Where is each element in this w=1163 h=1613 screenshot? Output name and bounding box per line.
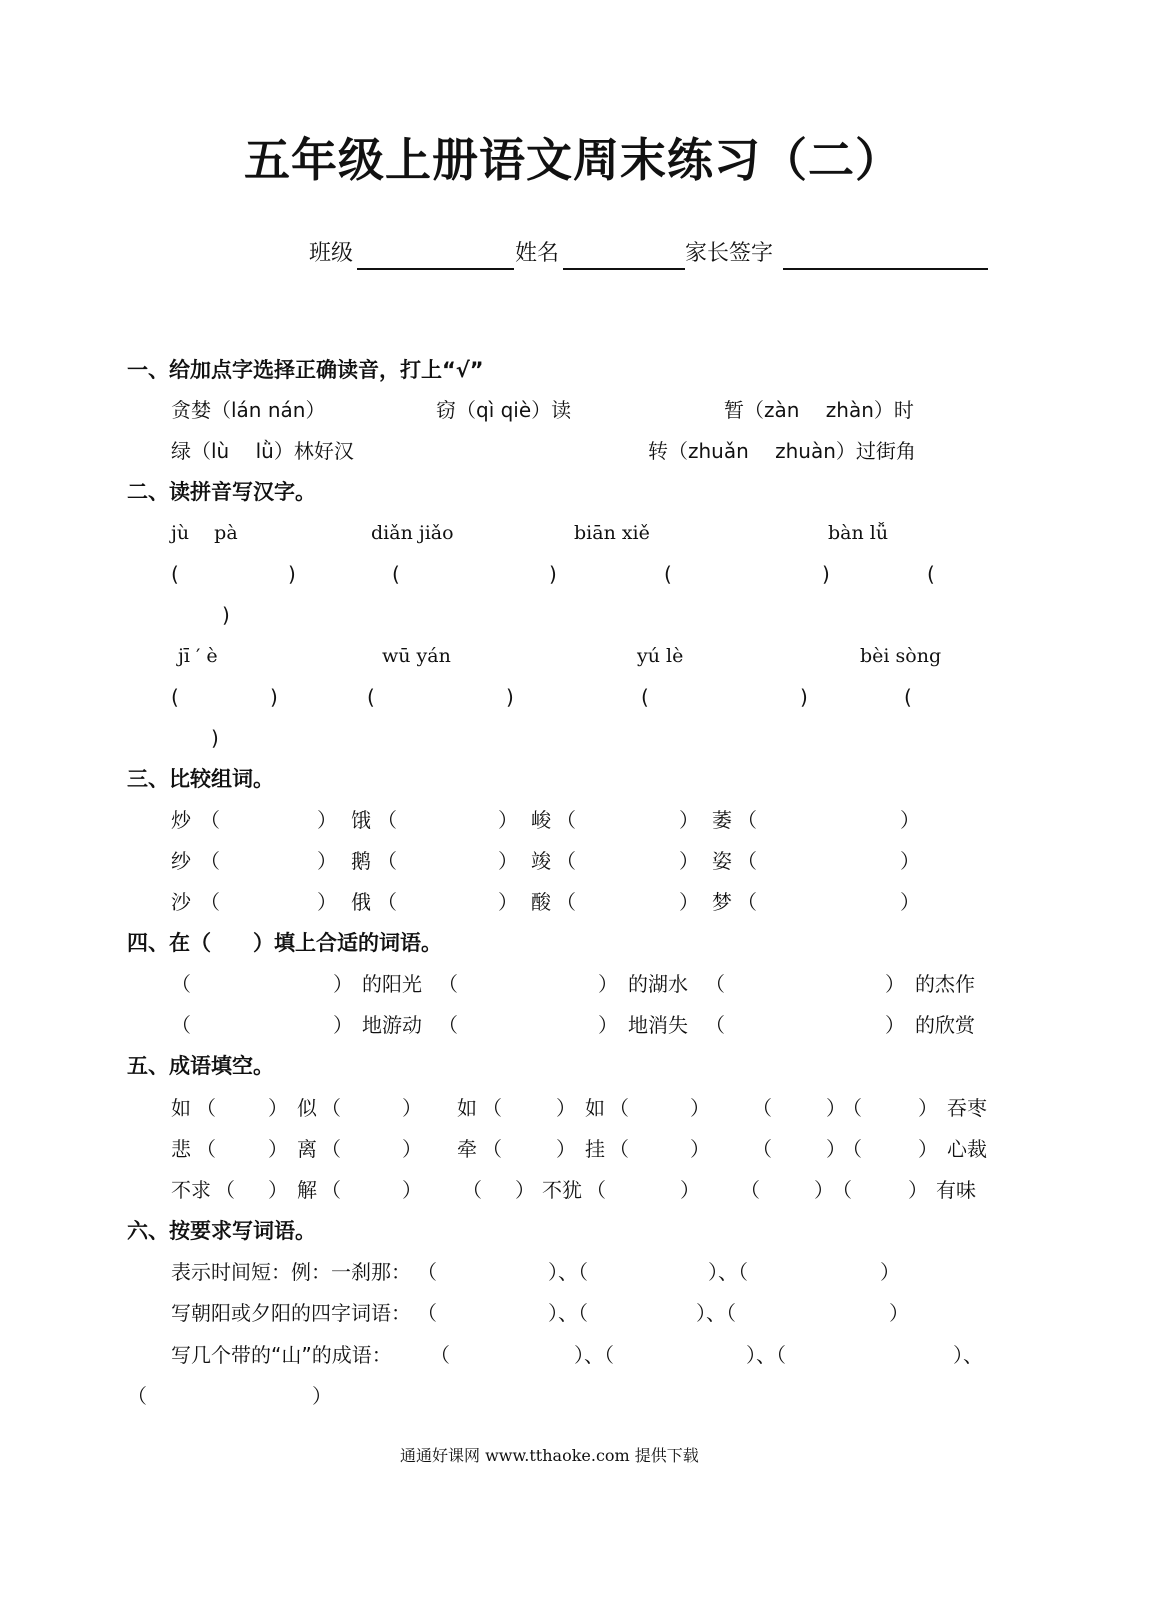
question-label: 写几个带的“山”的成语： — [171, 1343, 392, 1367]
answer-paren[interactable]: ） — [317, 849, 337, 873]
answer-paren[interactable]: （ — [842, 1137, 862, 1161]
answer-paren[interactable]: ） — [900, 849, 920, 873]
answer-paren[interactable]: ） — [402, 1137, 422, 1161]
answer-paren[interactable]: （ — [752, 1137, 772, 1161]
compare-char: 萎 — [712, 808, 732, 832]
answer-paren[interactable]: ) — [270, 685, 278, 709]
answer-paren[interactable]: ） — [402, 1178, 422, 1202]
answer-paren[interactable]: （ — [482, 1096, 502, 1120]
idiom-char: 心裁 — [947, 1137, 987, 1161]
answer-paren[interactable]: ) — [506, 685, 514, 709]
answer-paren[interactable]: ） — [918, 1096, 938, 1120]
answer-paren[interactable]: （ — [737, 890, 757, 914]
answer-paren[interactable]: ）、 — [953, 1343, 983, 1367]
answer-paren[interactable]: （ — [377, 849, 397, 873]
answer-paren[interactable]: ） — [885, 972, 905, 996]
pinyin-item: biān xiě — [574, 522, 650, 544]
answer-paren[interactable]: ） — [918, 1137, 938, 1161]
fill-suffix: 地游动 — [362, 1013, 422, 1037]
answer-paren[interactable]: ） — [498, 808, 518, 832]
answer-paren[interactable]: （ — [200, 890, 220, 914]
s1-item[interactable]: 绿（lù lǜ）林好汉 — [171, 439, 354, 463]
answer-paren[interactable]: （ — [127, 1384, 147, 1408]
name-label: 姓名 — [515, 241, 560, 266]
s1-item[interactable]: 窃（qì qiè）读 — [436, 398, 572, 422]
compare-char: 俄 — [351, 890, 371, 914]
answer-paren[interactable]: （ — [200, 808, 220, 832]
answer-paren[interactable]: ） — [268, 1178, 288, 1202]
answer-paren[interactable]: （ — [171, 972, 191, 996]
answer-paren[interactable]: ）、（ — [696, 1301, 736, 1325]
idiom-char: 似 — [297, 1096, 317, 1120]
answer-paren[interactable]: （ — [556, 849, 576, 873]
answer-paren[interactable]: ） — [679, 808, 699, 832]
answer-paren[interactable]: ） — [317, 808, 337, 832]
section-4-heading: 四、在（ ）填上合适的词语。 — [127, 931, 442, 955]
answer-paren[interactable]: ） — [679, 849, 699, 873]
pinyin-item: jù pà — [171, 522, 238, 544]
answer-paren[interactable]: ） — [556, 1137, 576, 1161]
answer-paren[interactable]: ） — [556, 1096, 576, 1120]
answer-paren[interactable]: ) — [822, 562, 830, 586]
name-field[interactable] — [563, 268, 685, 270]
answer-paren[interactable]: ） — [826, 1096, 846, 1120]
question-label: 表示时间短：例：一刹那： — [171, 1260, 411, 1284]
answer-paren[interactable]: ( — [392, 562, 400, 586]
answer-paren[interactable]: ( — [171, 562, 179, 586]
fill-suffix: 的湖水 — [628, 972, 688, 996]
idiom-char: 解 — [297, 1178, 317, 1202]
compare-char: 峻 — [531, 808, 551, 832]
pinyin-item: wū yán — [382, 645, 451, 667]
idiom-char: 吞枣 — [947, 1096, 987, 1120]
answer-paren[interactable]: （ — [737, 808, 757, 832]
answer-paren[interactable]: ） — [908, 1178, 928, 1202]
answer-paren[interactable]: ） — [268, 1137, 288, 1161]
answer-paren[interactable]: ） — [498, 890, 518, 914]
pinyin-item: diǎn jiǎo — [371, 522, 454, 544]
answer-paren[interactable]: （ — [196, 1137, 216, 1161]
idiom-char: 有味 — [936, 1178, 976, 1202]
answer-paren[interactable]: （ — [556, 890, 576, 914]
parent-signature-label: 家长签字 — [685, 241, 774, 266]
answer-paren[interactable]: ） — [679, 890, 699, 914]
answer-paren[interactable]: ( — [904, 685, 912, 709]
idiom-char: 如 — [171, 1096, 191, 1120]
answer-paren[interactable]: ） — [333, 972, 353, 996]
answer-paren[interactable]: （ — [842, 1096, 862, 1120]
answer-paren[interactable]: ( — [171, 685, 179, 709]
answer-paren[interactable]: ）、（ — [548, 1260, 588, 1284]
s1-item[interactable]: 转（zhuǎn zhuàn）过街角 — [648, 439, 916, 463]
answer-paren[interactable]: ） — [515, 1178, 535, 1202]
answer-paren[interactable]: ） — [885, 1013, 905, 1037]
answer-paren[interactable]: ( — [641, 685, 649, 709]
compare-char: 纱 — [171, 849, 191, 873]
answer-paren[interactable]: ） — [690, 1137, 710, 1161]
compare-char: 酸 — [531, 890, 551, 914]
footer-text: 通通好课网 www.tthaoke.com 提供下载 — [400, 1446, 699, 1465]
answer-paren[interactable]: （ — [438, 1013, 458, 1037]
answer-paren[interactable]: ）、（ — [746, 1343, 786, 1367]
fill-suffix: 的阳光 — [362, 972, 422, 996]
answer-paren[interactable]: ） — [333, 1013, 353, 1037]
answer-paren[interactable]: （ — [705, 1013, 725, 1037]
answer-paren[interactable]: （ — [609, 1096, 629, 1120]
section-6-heading: 六、按要求写词语。 — [127, 1219, 316, 1243]
section-2-heading: 二、读拼音写汉字。 — [127, 480, 316, 504]
class-field[interactable] — [357, 268, 514, 270]
answer-paren[interactable]: （ — [430, 1343, 450, 1367]
answer-paren[interactable]: （ — [482, 1137, 502, 1161]
answer-paren[interactable]: ） — [889, 1301, 909, 1325]
fill-suffix: 地消失 — [628, 1013, 688, 1037]
answer-paren[interactable]: （ — [462, 1178, 482, 1202]
answer-paren[interactable]: （ — [737, 849, 757, 873]
answer-paren[interactable]: ) — [549, 562, 557, 586]
answer-paren[interactable]: ） — [268, 1096, 288, 1120]
answer-paren[interactable]: ( — [367, 685, 375, 709]
s1-item[interactable]: 贪婪（lán nán） — [171, 398, 326, 422]
answer-paren[interactable]: （ — [438, 972, 458, 996]
answer-paren[interactable]: ） — [826, 1137, 846, 1161]
answer-paren[interactable]: ） — [402, 1096, 422, 1120]
parent-signature-field[interactable] — [783, 268, 988, 270]
compare-char: 姿 — [712, 849, 732, 873]
compare-char: 沙 — [171, 890, 191, 914]
idiom-char: 牵 — [457, 1137, 477, 1161]
idiom-char: 挂 — [585, 1137, 605, 1161]
answer-paren[interactable]: ） — [598, 972, 618, 996]
answer-paren[interactable]: （ — [196, 1096, 216, 1120]
answer-paren[interactable]: ( — [927, 562, 935, 586]
pinyin-item: bàn lǚ — [828, 522, 889, 544]
answer-paren[interactable]: ） — [690, 1096, 710, 1120]
question-label: 写朝阳或夕阳的四字词语： — [171, 1301, 411, 1325]
answer-paren[interactable]: （ — [377, 890, 397, 914]
answer-paren[interactable]: （ — [200, 849, 220, 873]
fill-suffix: 的杰作 — [915, 972, 975, 996]
answer-paren[interactable]: （ — [321, 1096, 341, 1120]
answer-paren[interactable]: ） — [598, 1013, 618, 1037]
idiom-char: 不求 — [171, 1178, 211, 1202]
answer-paren[interactable]: ）、（ — [548, 1301, 588, 1325]
answer-paren[interactable]: （ — [417, 1301, 437, 1325]
answer-paren[interactable]: ( — [664, 562, 672, 586]
pinyin-item: bèi sòng — [860, 645, 942, 667]
answer-paren[interactable]: （ — [171, 1013, 191, 1037]
answer-paren[interactable]: ）、（ — [574, 1343, 614, 1367]
answer-paren[interactable]: （ — [705, 972, 725, 996]
answer-paren[interactable]: （ — [377, 808, 397, 832]
compare-char: 炒 — [171, 808, 191, 832]
answer-paren[interactable]: （ — [740, 1178, 760, 1202]
answer-paren[interactable]: ）、（ — [708, 1260, 748, 1284]
answer-paren[interactable]: ） — [900, 890, 920, 914]
answer-paren[interactable]: ） — [680, 1178, 700, 1202]
idiom-char: 如 — [457, 1096, 477, 1120]
answer-paren[interactable]: ） — [900, 808, 920, 832]
pinyin-item: jī ′ è — [178, 645, 218, 667]
idiom-char: 如 — [585, 1096, 605, 1120]
class-label: 班级 — [309, 241, 354, 266]
compare-char: 梦 — [712, 890, 732, 914]
answer-paren[interactable]: （ — [321, 1178, 341, 1202]
answer-paren[interactable]: ） — [880, 1260, 900, 1284]
s1-item[interactable]: 暂（zàn zhàn）时 — [724, 398, 914, 422]
answer-paren[interactable]: ) — [288, 562, 296, 586]
answer-paren[interactable]: （ — [832, 1178, 852, 1202]
compare-char: 饿 — [351, 808, 371, 832]
answer-paren[interactable]: （ — [556, 808, 576, 832]
compare-char: 鹅 — [351, 849, 371, 873]
page-title: 五年级上册语文周末练习（二） — [244, 133, 902, 187]
idiom-char: 离 — [297, 1137, 317, 1161]
answer-paren[interactable]: ) — [211, 726, 219, 750]
answer-paren[interactable]: （ — [417, 1260, 437, 1284]
answer-paren[interactable]: （ — [321, 1137, 341, 1161]
answer-paren[interactable]: ） — [312, 1384, 332, 1408]
answer-paren[interactable]: （ — [609, 1137, 629, 1161]
answer-paren[interactable]: ） — [498, 849, 518, 873]
answer-paren[interactable]: ) — [800, 685, 808, 709]
section-1-heading: 一、给加点字选择正确读音，打上“√” — [127, 358, 484, 382]
answer-paren[interactable]: （ — [586, 1178, 606, 1202]
section-3-heading: 三、比较组词。 — [127, 767, 274, 791]
answer-paren[interactable]: ） — [814, 1178, 834, 1202]
answer-paren[interactable]: （ — [752, 1096, 772, 1120]
answer-paren[interactable]: （ — [215, 1178, 235, 1202]
compare-char: 竣 — [531, 849, 551, 873]
section-5-heading: 五、成语填空。 — [127, 1054, 274, 1078]
answer-paren[interactable]: ) — [222, 603, 230, 627]
idiom-char: 不犹 — [542, 1178, 582, 1202]
fill-suffix: 的欣赏 — [915, 1013, 975, 1037]
idiom-char: 悲 — [171, 1137, 191, 1161]
answer-paren[interactable]: ） — [317, 890, 337, 914]
pinyin-item: yú lè — [637, 645, 684, 667]
